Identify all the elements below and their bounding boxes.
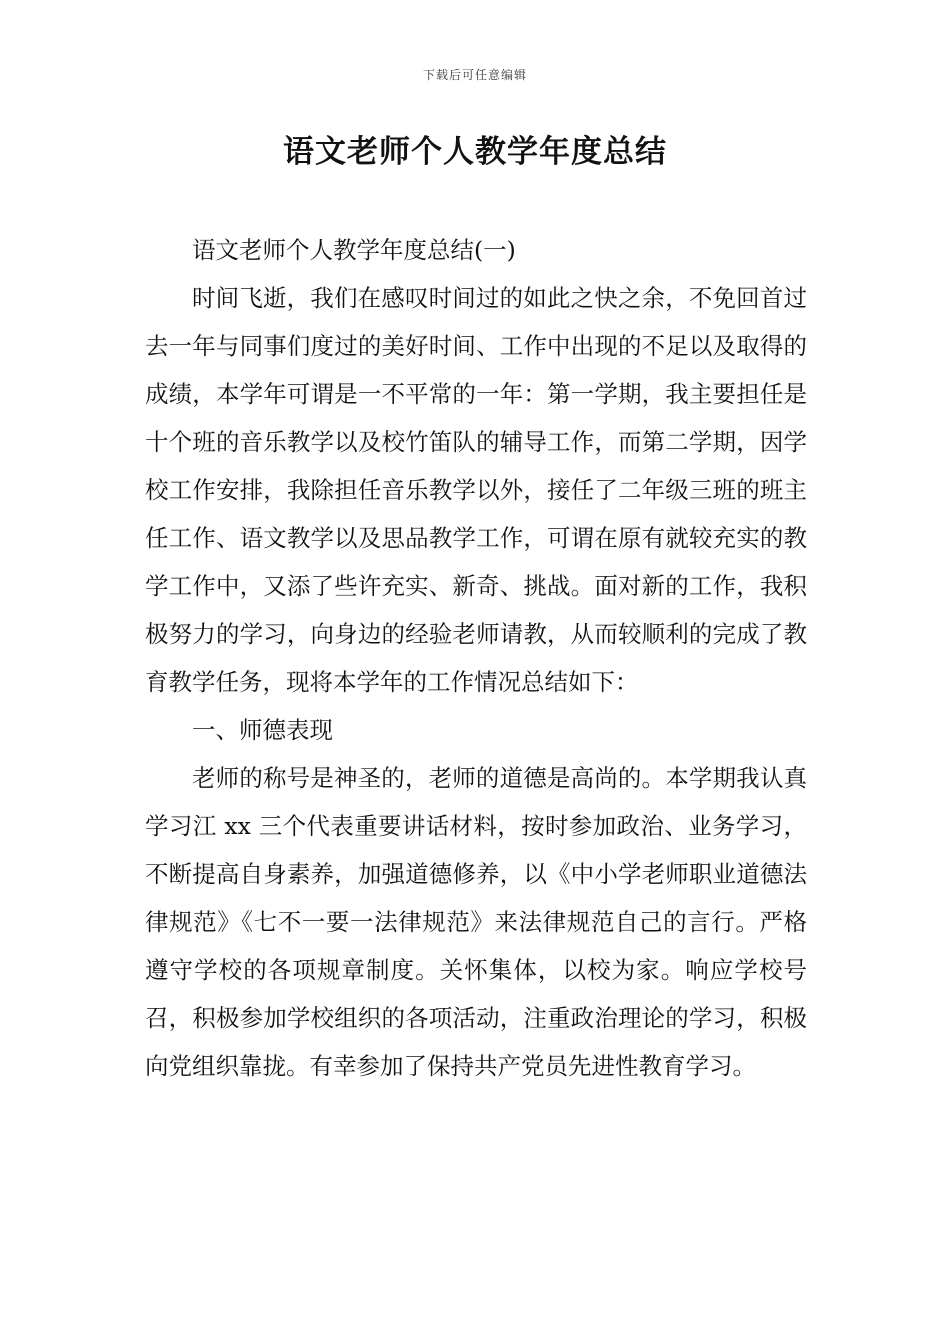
ethics-paragraph: 老师的称号是神圣的，老师的道德是高尚的。本学期我认真学习江 xx 三个代表重要讲话材料，按时参加政治、业务学习，不断提高自身素养，加强道德修养，以《中小学老师职业道德法律规范》《七不一要一法律规范》来法律规范自己的言行。严格遵守学校的各项规章制度。关怀集体，以校为家。响应学校号召，积极参加学校组织的各项活动，注重政治理论的学习，积极向党组织靠拢。有幸参加了保持共产党员先进性教育学习。: [145, 764, 807, 1080]
subtitle-paragraph: 语文老师个人教学年度总结(一): [192, 236, 516, 264]
document-title: 语文老师个人教学年度总结: [283, 134, 667, 170]
section-heading: 一、师德表现: [192, 716, 333, 744]
header-note: 下载后可任意编辑: [422, 68, 527, 82]
intro-paragraph: 时间飞逝，我们在感叹时间过的如此之快之余，不免回首过去一年与同事们度过的美好时间、工作中出现的不足以及取得的成绩，本学年可谓是一不平常的一年：第一学期，我主要担任是十个班的音乐教学以及校竹笛队的辅导工作，而第二学期，因学校工作安排，我除担任音乐教学以外，接任了二年级三班的班主任工作、语文教学以及思品教学工作，可谓在原有就较充实的教学工作中，又添了些许充实、新奇、挑战。面对新的工作，我积极努力的学习，向身边的经验老师请教，从而较顺利的完成了教育教学任务，现将本学年的工作情况总结如下：: [145, 284, 807, 696]
document-body: [145, 226, 807, 1090]
